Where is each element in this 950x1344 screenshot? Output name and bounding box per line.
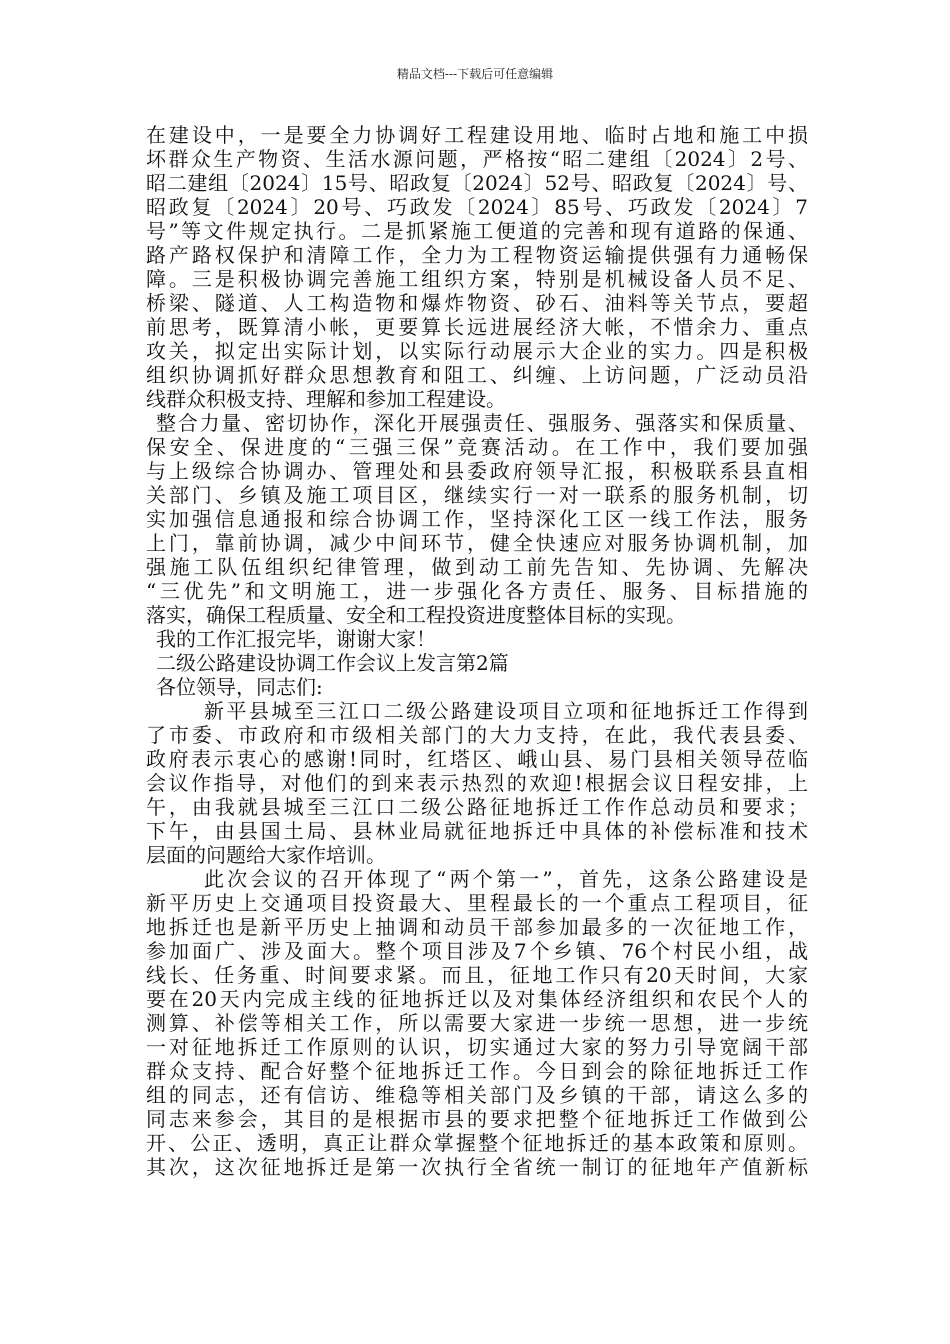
text-line: 二级公路建设协调工作会议上发言第2篇 xyxy=(156,651,509,675)
document-body xyxy=(146,123,808,1179)
text-line: 新平历史上交通项目投资最大、里程最长的一个重点工程项目，征 xyxy=(146,891,808,915)
text-line: 号”等文件规定执行。二是抓紧施工便道的完善和现有道路的保通、 xyxy=(146,219,808,243)
text-line: 线群众积极支持、理解和参加工程建设。 xyxy=(146,387,506,411)
text-line: 组织协调抓好群众思想教育和阻工、纠缠、上访问题，广泛动员沿 xyxy=(146,363,808,387)
text-line: “三优先”和文明施工，进一步强化各方责任、服务、目标措施的 xyxy=(146,579,808,603)
text-line: 昭二建组〔2024〕15号、昭政复〔2024〕52号、昭政复〔2024〕号、 xyxy=(146,171,808,195)
text-line: 上门，靠前协调，减少中间环节，健全快速应对服务协调机制，加 xyxy=(146,531,808,555)
text-line: 层面的问题给大家作培训。 xyxy=(146,843,386,867)
text-line: 落实，确保工程质量、安全和工程投资进度整体目标的实现。 xyxy=(146,603,686,627)
text-line: 线长、任务重、时间要求紧。而且，征地工作只有20天时间，大家 xyxy=(146,963,808,987)
text-line: 会议作指导，对他们的到来表示热烈的欢迎!根据会议日程安排，上 xyxy=(146,771,808,795)
text-line: 各位领导，同志们: xyxy=(156,675,323,699)
text-line: 一对征地拆迁工作原则的认识，切实通过大家的努力引导宽阔干部 xyxy=(146,1035,808,1059)
text-line: 强施工队伍组织纪律管理，做到动工前先告知、先协调、先解决 xyxy=(146,555,808,579)
text-line: 坏群众生产物资、生活水源问题，严格按“昭二建组〔2024〕2号、 xyxy=(146,147,808,171)
text-line: 要在20天内完成主线的征地拆迁以及对集体经济组织和农民个人的 xyxy=(146,987,808,1011)
text-line: 了市委、市政府和市级相关部门的大力支持，在此，我代表县委、 xyxy=(146,723,808,747)
text-line: 新平县城至三江口二级公路建设项目立项和征地拆迁工作得到 xyxy=(204,699,808,723)
text-line: 午，由我就县城至三江口二级公路征地拆迁工作作总动员和要求； xyxy=(146,795,808,819)
text-line: 此次会议的召开体现了“两个第一”，首先，这条公路建设是 xyxy=(204,867,808,891)
text-line: 开、公正、透明，真正让群众掌握整个征地拆迁的基本政策和原则。 xyxy=(146,1131,808,1155)
text-line: 关部门、乡镇及施工项目区，继续实行一对一联系的服务机制，切 xyxy=(146,483,808,507)
text-line: 参加面广、涉及面大。整个项目涉及7个乡镇、76个村民小组，战 xyxy=(146,939,808,963)
text-line: 群众支持、配合好整个征地拆迁工作。今日到会的除征地拆迁工作 xyxy=(146,1059,808,1083)
text-line: 攻关，拟定出实际计划，以实际行动展示大企业的实力。四是积极 xyxy=(146,339,808,363)
text-line: 桥梁、隧道、人工构造物和爆炸物资、砂石、油料等关节点，要超 xyxy=(146,291,808,315)
text-line: 其次，这次征地拆迁是第一次执行全省统一制订的征地年产值新标 xyxy=(146,1155,808,1179)
text-line: 同志来参会，其目的是根据市县的要求把整个征地拆迁工作做到公 xyxy=(146,1107,808,1131)
text-line: 昭政复〔2024〕20号、巧政发〔2024〕85号、巧政发〔2024〕7 xyxy=(146,195,808,219)
text-line: 政府表示衷心的感谢!同时，红塔区、峨山县、易门县相关领导莅临 xyxy=(146,747,808,771)
text-line: 障。三是积极协调完善施工组织方案，特别是机械设备人员不足、 xyxy=(146,267,808,291)
text-line: 测算、补偿等相关工作，所以需要大家进一步统一思想，进一步统 xyxy=(146,1011,808,1035)
text-line: 实加强信息通报和综合协调工作，坚持深化工区一线工作法，服务 xyxy=(146,507,808,531)
text-line: 下午，由县国土局、县林业局就征地拆迁中具体的补偿标准和技术 xyxy=(146,819,808,843)
text-line: 保安全、保进度的“三强三保”竞赛活动。在工作中，我们要加强 xyxy=(146,435,808,459)
text-line: 组的同志，还有信访、维稳等相关部门及乡镇的干部，请这么多的 xyxy=(146,1083,808,1107)
text-line: 前思考，既算清小帐，更要算长远进展经济大帐，不惜余力、重点 xyxy=(146,315,808,339)
text-line: 我的工作汇报完毕，谢谢大家！ xyxy=(156,627,436,651)
text-line: 与上级综合协调办、管理处和县委政府领导汇报，积极联系县直相 xyxy=(146,459,808,483)
page-header: 精品文档---下载后可任意编辑 xyxy=(396,67,554,81)
text-line: 在建设中，一是要全力协调好工程建设用地、临时占地和施工中损 xyxy=(146,123,808,147)
text-line: 整合力量、密切协作，深化开展强责任、强服务、强落实和保质量、 xyxy=(156,411,808,435)
text-line: 路产路权保护和清障工作，全力为工程物资运输提供强有力通畅保 xyxy=(146,243,808,267)
text-line: 地拆迁也是新平历史上抽调和动员干部参加最多的一次征地工作， xyxy=(146,915,808,939)
